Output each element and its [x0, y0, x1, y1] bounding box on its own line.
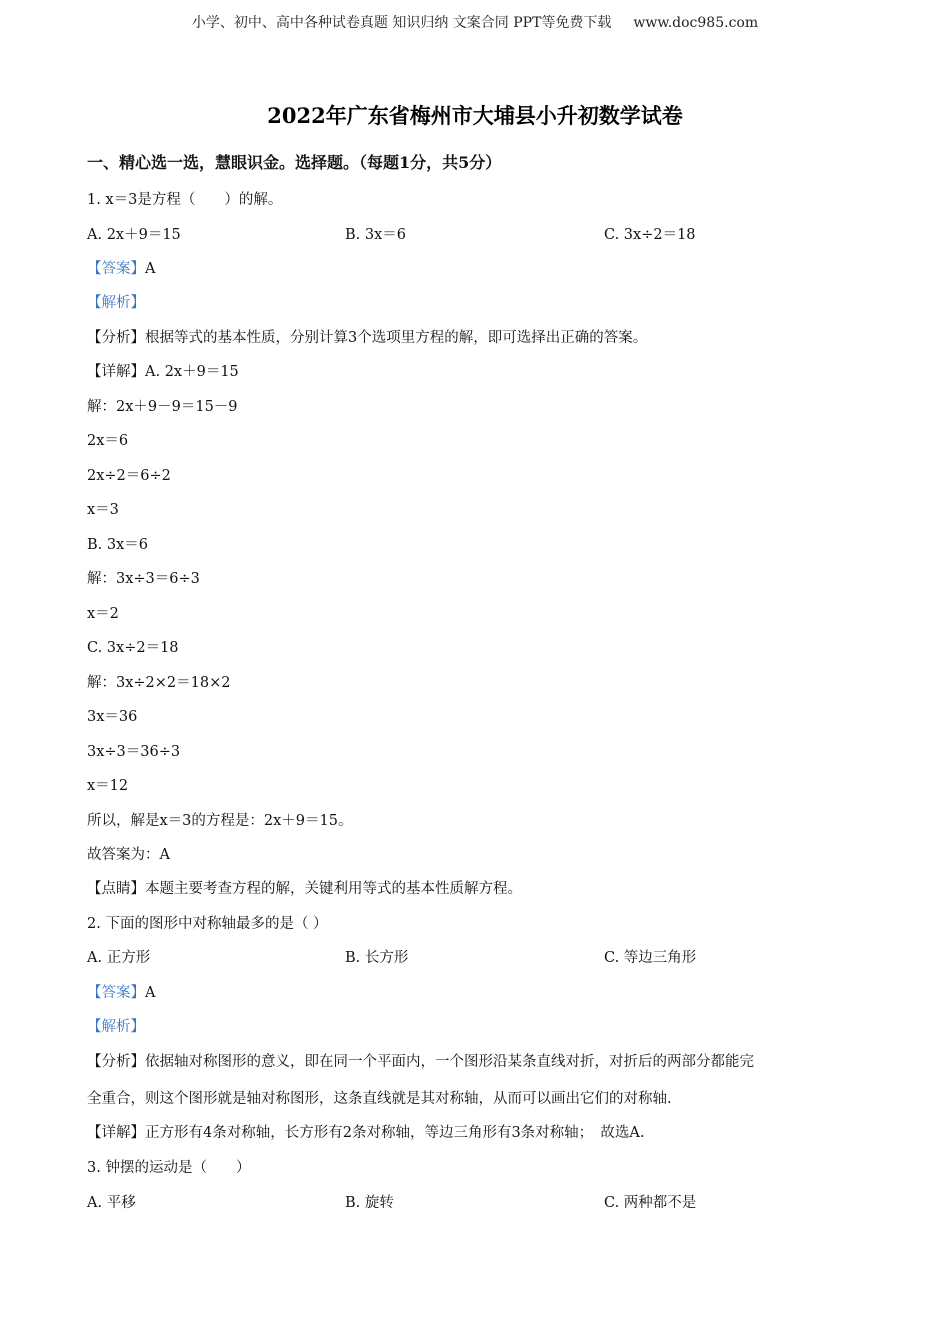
analysis-line: C. 3x÷2＝18 [87, 640, 179, 656]
question-3-option-b: B. 旋转 [345, 1195, 394, 1211]
question-2-stem: 2. 下面的图形中对称轴最多的是（ ） [87, 916, 328, 932]
analysis-line: x＝2 [87, 606, 119, 622]
question-2-analysis-tag: 【解析】 [87, 1019, 145, 1035]
question-3-stem: 3. 钟摆的运动是（ ） [87, 1160, 251, 1176]
section-heading: 一、精心选一选，慧眼识金。选择题。（每题1分，共5分） [87, 153, 502, 172]
answer-value: A [145, 261, 156, 277]
question-2-option-b: B. 长方形 [345, 950, 409, 966]
answer-tag: 【答案】 [87, 261, 145, 277]
analysis-line: 2x＝6 [87, 433, 129, 449]
analysis-line: x＝3 [87, 502, 119, 518]
question-1-option-a: A. 2x＋9＝15 [87, 227, 181, 243]
analysis-line: 【点睛】本题主要考查方程的解，关键利用等式的基本性质解方程。 [87, 881, 522, 897]
question-2-option-a: A. 正方形 [87, 950, 151, 966]
question-1-analysis-tag: 【解析】 [87, 295, 145, 311]
answer-value: A [145, 985, 156, 1001]
question-2-answer [87, 983, 155, 1003]
page-header-banner [0, 12, 950, 32]
analysis-line: 所以，解是x＝3的方程是：2x＋9＝15。 [87, 813, 353, 829]
analysis-line: 解：2x＋9－9＝15－9 [87, 399, 238, 415]
header-banner-text: 小学、初中、高中各种试卷真题 知识归纳 文案合同 PPT等免费下载 [191, 15, 612, 31]
analysis-line: 【分析】依据轴对称图形的意义，即在同一个平面内，一个图形沿某条直线对折，对折后的两部分都能完 [87, 1054, 754, 1070]
analysis-line: 解：3x÷3＝6÷3 [87, 571, 200, 587]
analysis-line: 解：3x÷2×2＝18×2 [87, 675, 231, 691]
answer-tag: 【答案】 [87, 985, 145, 1001]
question-1-answer [87, 259, 155, 279]
question-1-option-b: B. 3x＝6 [345, 227, 407, 243]
analysis-line: x＝12 [87, 778, 129, 794]
analysis-line: 3x÷3＝36÷3 [87, 744, 181, 760]
question-2-option-c: C. 等边三角形 [604, 950, 697, 966]
question-3-option-c: C. 两种都不是 [604, 1195, 697, 1211]
analysis-line: 2x÷2＝6÷2 [87, 468, 171, 484]
header-site-link[interactable]: www.doc985.com [633, 15, 759, 31]
analysis-line: 【详解】正方形有4条对称轴，长方形有2条对称轴，等边三角形有3条对称轴； 故选A. [87, 1125, 645, 1141]
analysis-line: 3x＝36 [87, 709, 138, 725]
analysis-line: 故答案为：A [87, 847, 170, 863]
question-1-option-c: C. 3x÷2＝18 [604, 227, 696, 243]
question-3-option-a: A. 平移 [87, 1195, 136, 1211]
page-title: 2022年广东省梅州市大埔县小升初数学试卷 [267, 103, 683, 128]
question-1-stem: 1. x＝3是方程（ ）的解。 [87, 192, 283, 208]
analysis-line: 【详解】A. 2x＋9＝15 [87, 364, 239, 380]
analysis-line: 全重合，则这个图形就是轴对称图形，这条直线就是其对称轴，从而可以画出它们的对称轴. [87, 1091, 672, 1107]
analysis-line: 【分析】根据等式的基本性质，分别计算3个选项里方程的解，即可选择出正确的答案。 [87, 330, 648, 346]
analysis-line: B. 3x＝6 [87, 537, 149, 553]
